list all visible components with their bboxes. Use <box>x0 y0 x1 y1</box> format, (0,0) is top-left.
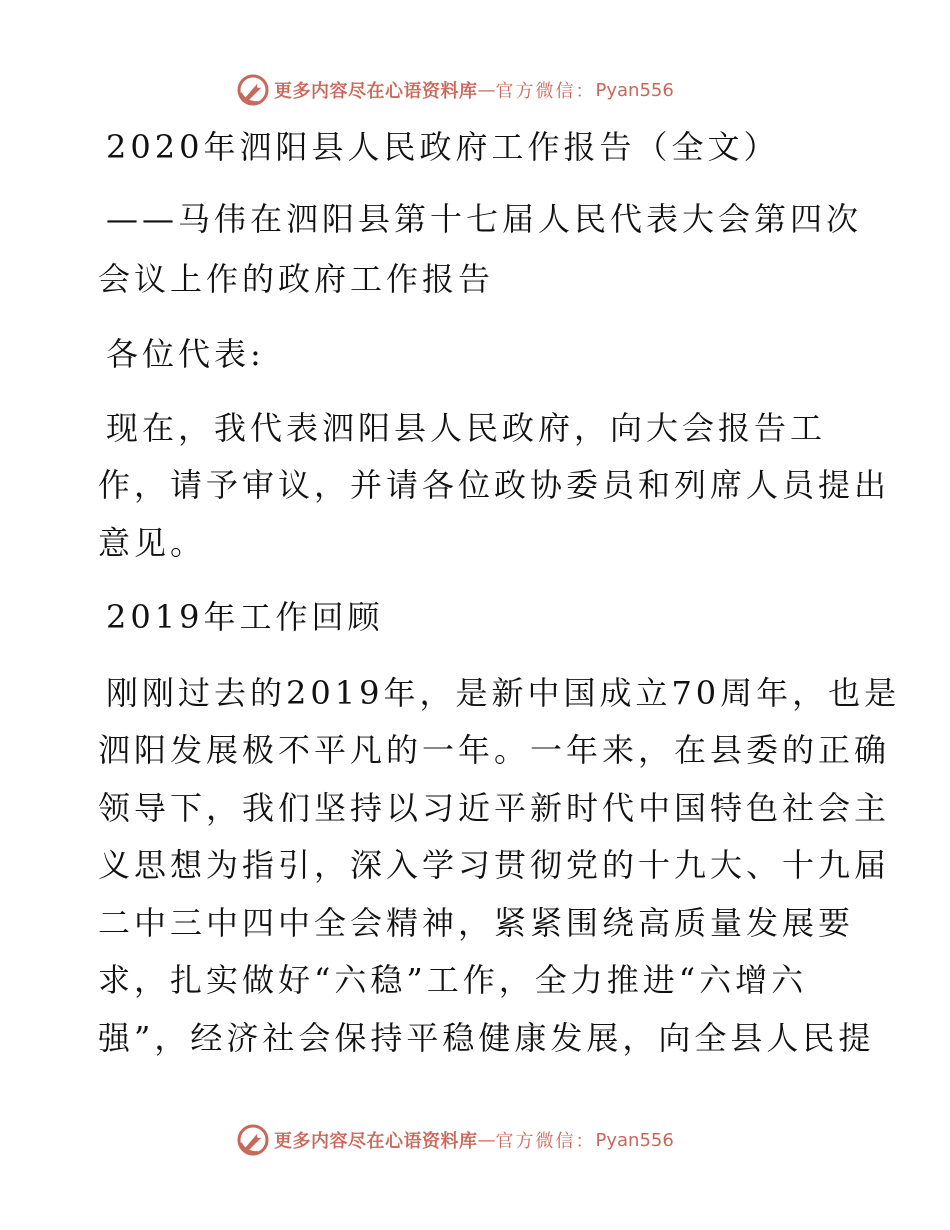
banner-dash: — <box>477 1129 496 1151</box>
paragraph-line: 意见。 <box>98 524 207 562</box>
pen-nib-logo-icon <box>236 73 270 107</box>
paragraph-line: 领导下，我们坚持以习近平新时代中国特色社会主 <box>98 789 891 827</box>
document-subtitle-line-2: 会议上作的政府工作报告 <box>98 260 495 298</box>
banner-wechat-label: 官方微信： <box>495 81 596 102</box>
banner-wechat-id: Pyan556 <box>595 79 674 101</box>
banner-dash: — <box>477 79 496 101</box>
paragraph-line: 刚刚过去的2019年，是新中国成立70周年，也是 <box>106 674 901 712</box>
paragraph-line: 泗阳发展极不平凡的一年。一年来，在县委的正确 <box>98 731 891 769</box>
section-heading: 2019年工作回顾 <box>106 598 384 636</box>
paragraph-line: 强”，经济社会保持平稳健康发展，向全县人民提 <box>98 1019 875 1057</box>
paragraph-line: 二中三中四中全会精神，紧紧围绕高质量发展要 <box>98 904 855 942</box>
paragraph-line: 作，请予审议，并请各位政协委员和列席人员提出 <box>98 466 891 504</box>
banner-text: 更多内容尽在心语资料库 <box>274 1131 478 1152</box>
header-watermark-banner <box>236 72 674 108</box>
document-subtitle-line-1: ——马伟在泗阳县第十七届人民代表大会第四次 <box>106 200 863 238</box>
document-title: 2020年泗阳县人民政府工作报告（全文） <box>106 128 780 166</box>
footer-watermark-banner <box>236 1122 674 1158</box>
pen-nib-logo-icon <box>236 1123 270 1157</box>
banner-text: 更多内容尽在心语资料库 <box>274 81 478 102</box>
banner-wechat-id: Pyan556 <box>595 1129 674 1151</box>
salutation: 各位代表: <box>106 335 265 373</box>
paragraph-line: 求，扎实做好“六稳”工作，全力推进“六增六 <box>98 961 808 999</box>
paragraph-line: 现在，我代表泗阳县人民政府，向大会报告工 <box>106 409 827 447</box>
banner-wechat-label: 官方微信： <box>495 1131 596 1152</box>
paragraph-line: 义思想为指引，深入学习贯彻党的十九大、十九届 <box>98 846 891 884</box>
